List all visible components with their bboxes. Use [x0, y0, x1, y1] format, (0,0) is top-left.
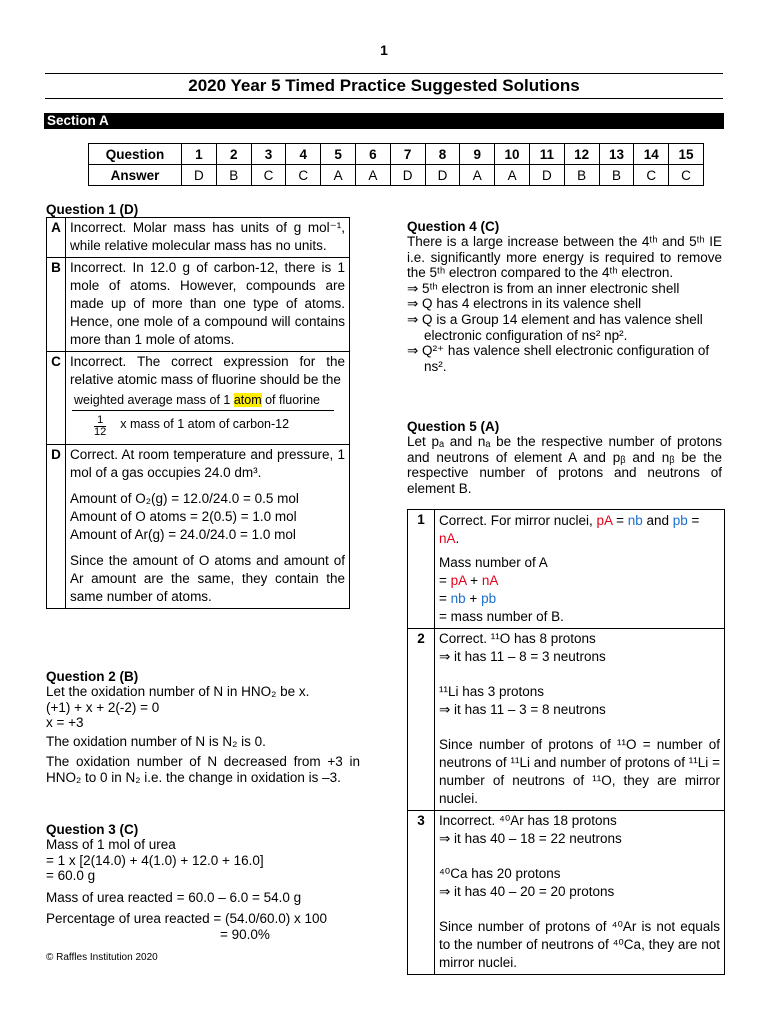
option-key: 3	[408, 811, 435, 975]
question-number: 12	[564, 144, 599, 165]
small-numerator: 1	[94, 415, 106, 427]
q2-heading: Question 2 (B)	[46, 669, 139, 684]
option-text: Correct. At room temperature and pressure, 1 mol of a gas occupies 24.0 dm³.	[70, 447, 345, 480]
text: Correct. For mirror nuclei,	[439, 513, 597, 528]
option-text: Correct. For mirror nuclei, pA = nb and pb = nA.	[439, 513, 700, 546]
option-key: 2	[408, 629, 435, 811]
n-a: nA	[481, 573, 499, 588]
n-a: nA	[439, 531, 456, 546]
question-number: 7	[390, 144, 425, 165]
q4-block	[407, 219, 722, 374]
denominator-text: x mass of 1 atom of carbon-12	[120, 416, 290, 431]
q5-intro: Let pₐ and nₐ be the respective number of protons and neutrons of element A and pᵦ and nᵦ be the respective number of protons and neutrons of element B.	[407, 434, 722, 496]
answer-key-table	[88, 143, 704, 186]
calc-line: ⇒ it has 40 – 20 = 20 protons	[439, 884, 615, 899]
title-rule-bottom	[45, 98, 723, 99]
option-c-cell	[66, 352, 350, 445]
option-1-cell	[435, 510, 725, 629]
question-number: 2	[216, 144, 251, 165]
question-number: 15	[669, 144, 704, 165]
question-number: 4	[286, 144, 321, 165]
q3-line: Percentage of urea reacted = (54.0/60.0) x 100	[46, 911, 328, 927]
and: and	[642, 513, 673, 528]
answer-cell: A	[495, 165, 530, 186]
answer-cell: D	[425, 165, 460, 186]
q5-options-table	[407, 509, 725, 975]
option-conclusion: Since number of protons of ¹¹O = number of neutrons of ¹¹Li and number of protons of ¹¹Li = number of neutrons of ¹¹O, they are mirror nuclei.	[439, 737, 720, 806]
calc-line: Incorrect. ⁴⁰Ar has 18 protons	[439, 813, 617, 828]
calc-line: Amount of O₂(g) = 12.0/24.0 = 0.5 mol	[70, 491, 299, 506]
p-a: pA	[450, 573, 467, 588]
question-number: 11	[529, 144, 564, 165]
answer-cell: B	[564, 165, 599, 186]
numerator-text: of fluorine	[261, 393, 320, 407]
q3-line: Mass of urea reacted = 60.0 – 6.0 = 54.0 g	[46, 889, 302, 905]
calc-line: Mass number of A	[439, 555, 548, 570]
answer-cell: A	[355, 165, 390, 186]
q3-line: = 90.0%	[220, 926, 270, 942]
calc-line: Amount of O atoms = 2(0.5) = 1.0 mol	[70, 509, 297, 524]
question-label: Question	[89, 144, 182, 165]
p-b: pb	[672, 513, 688, 528]
calc-line: Amount of Ar(g) = 24.0/24.0 = 1.0 mol	[70, 527, 296, 542]
plus: +	[466, 573, 482, 588]
q4-deduction: ⇒ Q²⁺ has valence shell electronic configuration of ns².	[407, 343, 710, 374]
option-d-cell	[66, 445, 350, 609]
answer-cell: B	[599, 165, 634, 186]
question-number: 6	[355, 144, 390, 165]
p-a: pA	[596, 513, 613, 528]
calc-line: ⇒ it has 11 – 3 = 8 neutrons	[439, 702, 606, 717]
title-rule-top	[45, 73, 723, 74]
answer-label: Answer	[89, 165, 182, 186]
option-text: Incorrect. The correct expression for the relative atomic mass of fluorine should be the	[70, 354, 345, 387]
q4-deduction: ⇒ Q has 4 electrons in its valence shell	[407, 296, 642, 312]
plus: +	[465, 591, 482, 606]
q5-option-3	[408, 811, 725, 975]
q1-heading: Question 1 (D)	[46, 202, 139, 217]
eq: =	[612, 513, 628, 528]
calc-line: ⇒ it has 40 – 18 = 22 neutrons	[439, 831, 622, 846]
option-2-cell	[435, 629, 725, 811]
q4-paragraph: There is a large increase between the 4ᵗʰ and 5ᵗʰ IE i.e. significantly more energy is required to remove the 5ᵗʰ electron compared to the 4ᵗʰ electron.	[407, 234, 722, 281]
q3-line: = 1 x [2(14.0) + 4(1.0) + 12.0 + 16.0]	[46, 852, 264, 868]
p-b: pb	[481, 591, 497, 606]
q4-deduction: ⇒ Q is a Group 14 element and has valence shell electronic configuration of ns² np².	[407, 311, 703, 343]
q4-heading: Question 4 (C)	[407, 219, 500, 234]
question-number: 10	[495, 144, 530, 165]
section-heading: Section A	[44, 113, 724, 129]
q5-block	[407, 419, 722, 496]
calc-line	[439, 590, 720, 608]
q3-block	[46, 822, 366, 943]
calc-line: ¹¹Li has 3 protons	[439, 684, 545, 699]
calc-line: Correct. ¹¹O has 8 protons	[439, 631, 596, 646]
q3-line: = 60.0 g	[46, 868, 96, 884]
option-key: A	[47, 218, 66, 258]
answer-table-answer-row	[89, 165, 704, 186]
answer-cell: D	[390, 165, 425, 186]
q2-block	[46, 669, 360, 786]
n-b: nb	[450, 591, 466, 606]
q3-heading: Question 3 (C)	[46, 822, 139, 837]
option-key: C	[47, 352, 66, 445]
answer-cell: D	[529, 165, 564, 186]
q2-line: (+1) + x + 2(-2) = 0	[46, 699, 160, 715]
q5-option-1	[408, 510, 725, 629]
option-3-cell	[435, 811, 725, 975]
answer-cell: C	[634, 165, 669, 186]
q2-line: The oxidation number of N decreased from +3 in HNO₂ to 0 in N₂ i.e. the change in oxidation is –3.	[46, 754, 360, 785]
page-title: 2020 Year 5 Timed Practice Suggested Solutions	[188, 76, 580, 95]
answer-cell: A	[321, 165, 356, 186]
option-key: B	[47, 258, 66, 352]
answer-cell: C	[286, 165, 321, 186]
calc-line	[439, 572, 720, 590]
eq: =	[439, 573, 451, 588]
answer-cell: B	[216, 165, 251, 186]
q1-options-table	[46, 217, 350, 609]
q5-option-2	[408, 629, 725, 811]
eq: =	[687, 513, 700, 528]
option-text: Incorrect. In 12.0 g of carbon-12, there is 1 mole of atoms. However, compounds are made up of more than one type of atoms. Hence, one mole of a compound will contains more than 1 mole of atoms.	[66, 258, 350, 352]
numerator-text: weighted average mass of 1	[74, 393, 234, 407]
fraction-denominator	[72, 411, 345, 438]
question-number: 14	[634, 144, 669, 165]
option-key: 1	[408, 510, 435, 629]
option-conclusion: Since the amount of O atoms and amount of Ar amount are the same, they contain the same number of atoms.	[70, 553, 345, 604]
relative-atomic-mass-fraction	[72, 391, 345, 438]
q2-line: Let the oxidation number of N in HNO₂ be x.	[46, 684, 310, 699]
n-b: nb	[627, 513, 643, 528]
q5-heading: Question 5 (A)	[407, 419, 500, 434]
q2-line: The oxidation number of N is N₂ is 0.	[46, 733, 266, 749]
eq: =	[439, 591, 451, 606]
q1-option-a	[47, 218, 350, 258]
answer-cell: C	[251, 165, 286, 186]
q1-option-c	[47, 352, 350, 445]
calc-line: = mass number of B.	[439, 609, 564, 624]
q1-option-b	[47, 258, 350, 352]
option-key: D	[47, 445, 66, 609]
fraction-numerator	[72, 391, 334, 411]
answer-table-question-row	[89, 144, 704, 165]
q3-line: Mass of 1 mol of urea	[46, 837, 176, 852]
answer-cell: D	[182, 165, 217, 186]
option-conclusion: Since number of protons of ⁴⁰Ar is not equals to the number of neutrons of ⁴⁰Ca, they are not mirror nuclei.	[439, 919, 720, 970]
one-twelfth-fraction	[94, 415, 106, 438]
question-number: 5	[321, 144, 356, 165]
calc-line: ⁴⁰Ca has 20 protons	[439, 866, 561, 881]
question-number: 8	[425, 144, 460, 165]
footer-copyright: © Raffles Institution 2020	[46, 952, 158, 963]
calc-line: ⇒ it has 11 – 8 = 3 neutrons	[439, 649, 606, 664]
question-number: 3	[251, 144, 286, 165]
q2-line: x = +3	[46, 715, 84, 731]
page-number: 1	[380, 42, 388, 58]
small-denominator: 12	[94, 426, 107, 438]
answer-cell: C	[669, 165, 704, 186]
question-number: 9	[460, 144, 495, 165]
q4-deduction: ⇒ 5ᵗʰ electron is from an inner electronic shell	[407, 280, 680, 296]
q1-option-d	[47, 445, 350, 609]
question-number: 13	[599, 144, 634, 165]
highlighted-atom: atom	[233, 393, 262, 407]
answer-cell: A	[460, 165, 495, 186]
question-number: 1	[182, 144, 217, 165]
option-text: Incorrect. Molar mass has units of g mol⁻¹, while relative molecular mass has no units.	[66, 218, 350, 258]
